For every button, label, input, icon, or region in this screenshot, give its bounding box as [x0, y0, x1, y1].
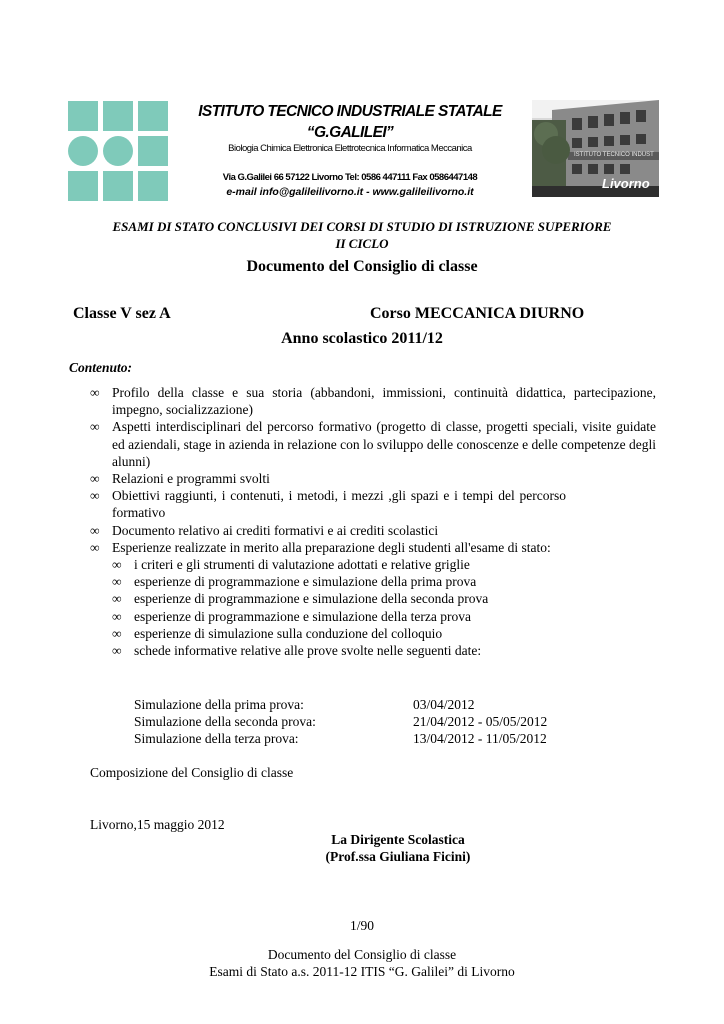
list-item: ∞ Profilo della classe e sua storia (abbandoni, immissioni, continuità didattica, partecipazione, impegno, socializzazione) — [90, 385, 656, 418]
course-name: Corso MECCANICA DIURNO — [370, 305, 585, 322]
place-date: Livorno,15 maggio 2012 — [90, 817, 225, 832]
council-composition: Composizione del Consiglio di classe — [90, 765, 294, 780]
exam-title-line1: ESAMI DI STATO CONCLUSIVI DEI CORSI DI STUDIO DI ISTRUZIONE SUPERIORE — [112, 219, 612, 234]
exam-title-line2: II CICLO — [335, 236, 389, 251]
list-item: ∞ Aspetti interdisciplinari del percorso formativo (progetto di classe, progetti speciali, visite guidate ed aziendali, stage in azienda in relazione con lo sviluppo delle conoscenze e delle competenze degli alunni) — [90, 419, 656, 469]
simulation-label: Simulazione della terza prova: — [134, 731, 299, 746]
simulation-label: Simulazione della seconda prova: — [134, 714, 316, 729]
simulation-dates: 03/04/2012 — [413, 697, 475, 712]
sub-list-item: ∞ esperienze di simulazione sulla conduzione del colloquio — [112, 625, 443, 641]
school-contacts: e-mail info@galileilivorno.it - www.galileilivorno.it — [226, 186, 474, 198]
infinity-bullet-icon: ∞ — [112, 557, 122, 573]
infinity-bullet-icon: ∞ — [90, 419, 100, 435]
sub-list-item: ∞ esperienze di programmazione e simulazione della terza prova — [112, 608, 471, 624]
signatory-name: (Prof.ssa Giuliana Ficini) — [325, 849, 471, 864]
list-item: ∞ Documento relativo ai crediti formativi e ai crediti scolastici — [90, 522, 439, 538]
list-item: ∞ Relazioni e programmi svolti — [90, 471, 270, 487]
school-name: ISTITUTO TECNICO INDUSTRIALE STATALE — [198, 103, 502, 120]
footer-line1: Documento del Consiglio di classe — [267, 947, 457, 962]
infinity-bullet-icon: ∞ — [112, 608, 122, 624]
contents-list — [90, 384, 656, 659]
sub-list-item: ∞ esperienze di programmazione e simulazione della seconda prova — [112, 591, 489, 607]
photo-sign: ISTITUTO TECNICO INDUST — [574, 152, 654, 158]
sub-list-item: ∞ esperienze di programmazione e simulazione della prima prova — [112, 574, 477, 590]
infinity-bullet-icon: ∞ — [90, 488, 100, 504]
school-logo — [68, 101, 168, 201]
sub-list-item: ∞ i criteri e gli strumenti di valutazione adottati e relative griglie — [112, 557, 470, 573]
infinity-bullet-icon: ∞ — [90, 471, 100, 487]
specializations: Biologia Chimica Elettronica Elettrotecnica Informatica Meccanica — [228, 143, 472, 154]
school-building-photo — [532, 100, 659, 197]
sub-list-item: ∞ schede informative relative alle prove svolte nelle seguenti date: — [112, 643, 482, 659]
infinity-bullet-icon: ∞ — [112, 643, 122, 659]
simulation-dates: 21/04/2012 - 05/05/2012 — [413, 714, 548, 729]
infinity-bullet-icon: ∞ — [90, 539, 100, 555]
document-title: Documento del Consiglio di classe — [246, 258, 478, 275]
signatory-role: La Dirigente Scolastica — [331, 832, 465, 847]
infinity-bullet-icon: ∞ — [112, 591, 122, 607]
page-number: 1/90 — [349, 918, 374, 933]
simulation-label: Simulazione della prima prova: — [134, 697, 304, 712]
school-year: Anno scolastico 2011/12 — [281, 330, 443, 347]
school-name-galilei: “G.GALILEI” — [306, 124, 394, 141]
photo-caption: Livorno — [602, 176, 650, 191]
class-section: Classe V sez A — [73, 305, 171, 322]
infinity-bullet-icon: ∞ — [112, 625, 122, 641]
infinity-bullet-icon: ∞ — [112, 574, 122, 590]
list-item: ∞ Esperienze realizzate in merito alla preparazione degli studenti all'esame di stato: — [90, 539, 551, 555]
footer-line2: Esami di Stato a.s. 2011-12 ITIS “G. Galilei” di Livorno — [209, 964, 515, 979]
list-item: ∞ Obiettivi raggiunti, i contenuti, i metodi, i mezzi ,gli spazi e i tempi del percorso formativo — [90, 488, 566, 521]
simulation-dates: 13/04/2012 - 11/05/2012 — [413, 731, 547, 746]
infinity-bullet-icon: ∞ — [90, 522, 100, 538]
infinity-bullet-icon: ∞ — [90, 385, 100, 400]
school-address: Via G.Galilei 66 57122 Livorno Tel: 0586 447111 Fax 0586447148 — [222, 172, 478, 183]
contents-label: Contenuto: — [69, 360, 133, 375]
